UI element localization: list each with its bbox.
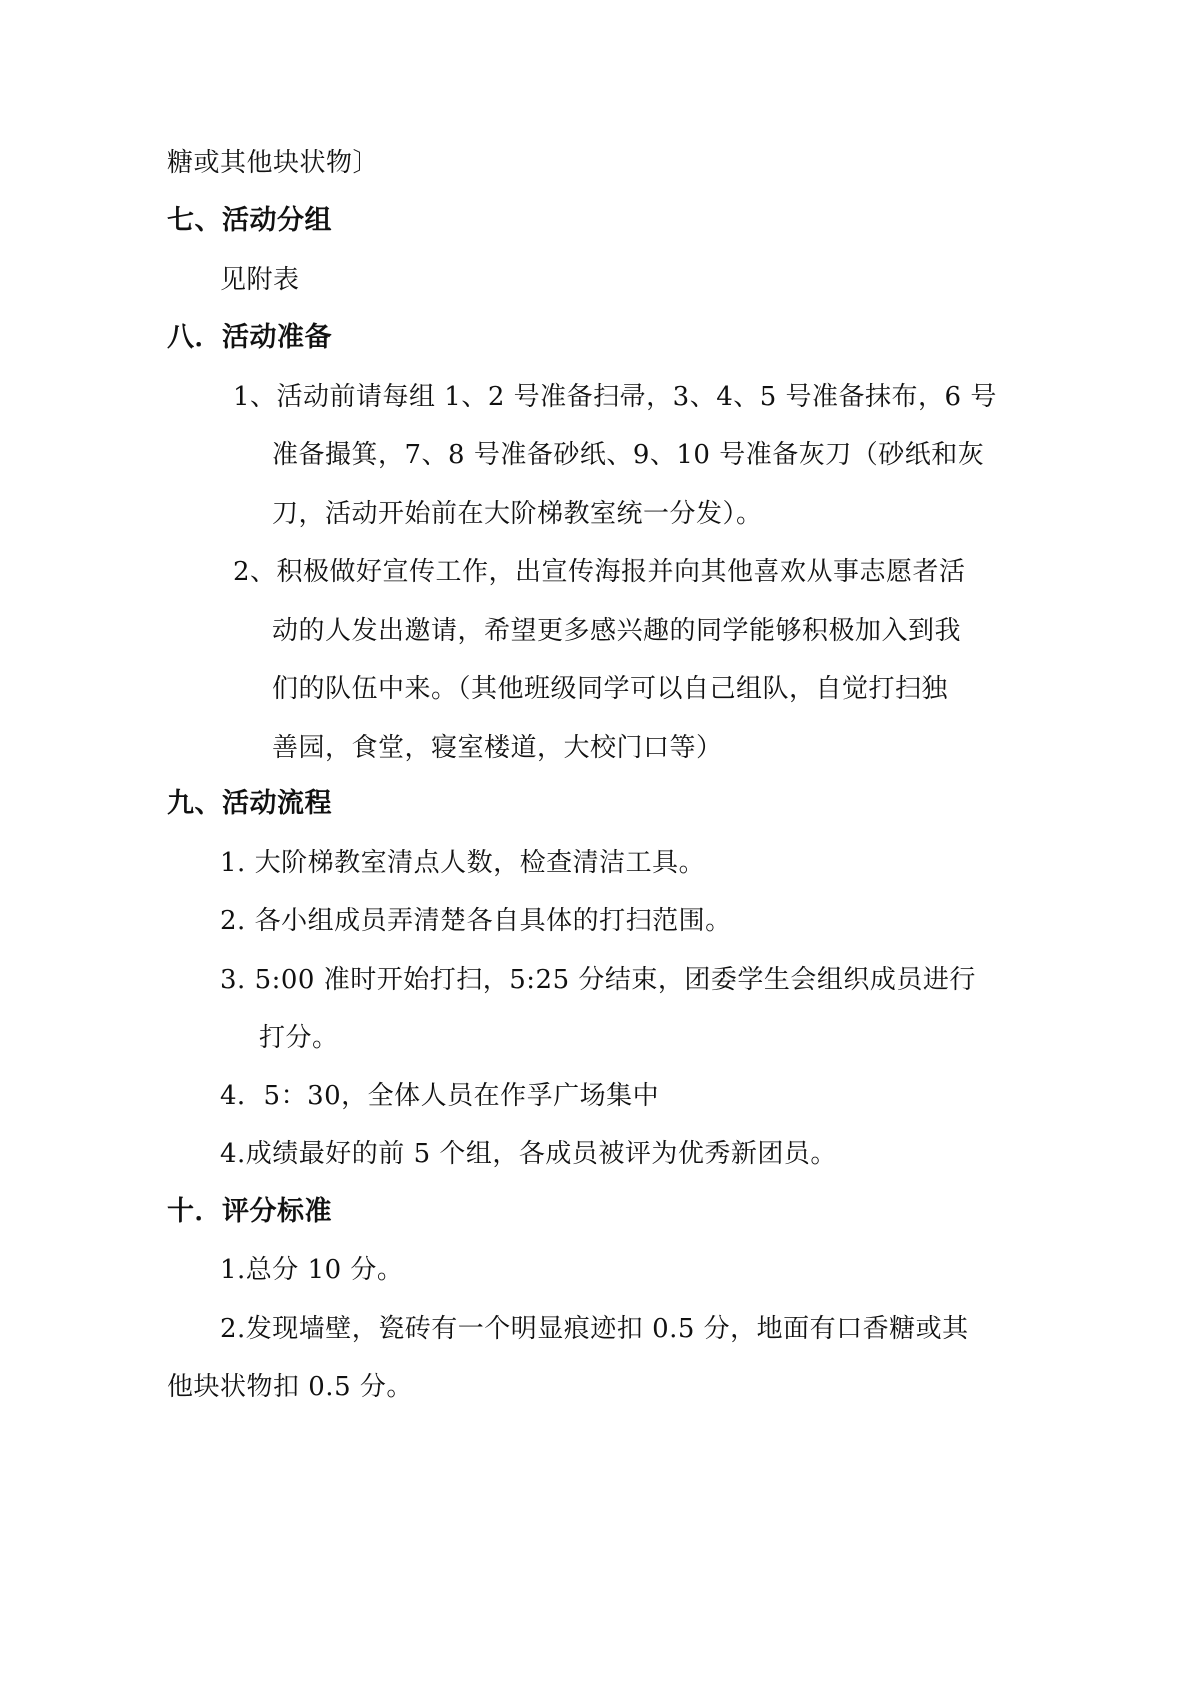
section-9-step-3-line-1: 3. 5:00 准时开始打扫，5:25 分结束，团委学生会组织成员进行 bbox=[220, 965, 976, 995]
section-8-item-2-line-1: 2、积极做好宣传工作，出宣传海报并向其他喜欢从事志愿者活 bbox=[233, 557, 966, 587]
section-8-heading: 八．活动准备 bbox=[167, 322, 332, 353]
section-9-step-3-line-2: 打分。 bbox=[259, 1023, 339, 1053]
section-7-heading: 七、活动分组 bbox=[167, 205, 332, 236]
section-9-heading: 九、活动流程 bbox=[167, 788, 332, 819]
section-8-item-1-line-3: 刀，活动开始前在大阶梯教室统一分发）。 bbox=[272, 499, 763, 529]
section-10-rule-2-line-1: 2.发现墙壁，瓷砖有一个明显痕迹扣 0.5 分，地面有口香糖或其 bbox=[220, 1314, 969, 1344]
section-10-rule-2-line-2: 他块状物扣 0.5 分。 bbox=[167, 1372, 413, 1402]
section-9-step-5: 4.成绩最好的前 5 个组，各成员被评为优秀新团员。 bbox=[220, 1139, 837, 1169]
section-8-item-1-line-2: 准备撮箕，7、8 号准备砂纸、9、10 号准备灰刀（砂纸和灰 bbox=[272, 440, 985, 470]
section-8-item-2-line-4: 善园，食堂，寝室楼道，大校门口等） bbox=[272, 733, 723, 763]
section-7-text: 见附表 bbox=[220, 265, 300, 295]
section-9-step-2: 2. 各小组成员弄清楚各自具体的打扫范围。 bbox=[220, 906, 732, 936]
section-10-rule-1: 1.总分 10 分。 bbox=[220, 1255, 404, 1285]
section-8-item-2-line-3: 们的队伍中来。（其他班级同学可以自己组队，自觉打扫独 bbox=[272, 674, 949, 704]
section-9-step-1: 1. 大阶梯教室清点人数，检查清洁工具。 bbox=[220, 848, 706, 878]
section-9-step-4: 4．5：30，全体人员在作孚广场集中 bbox=[220, 1081, 660, 1111]
continuation-text: 糖或其他块状物〕 bbox=[167, 148, 380, 178]
section-8-item-1-line-1: 1、活动前请每组 1、2 号准备扫帚，3、4、5 号准备抹布，6 号 bbox=[233, 382, 997, 412]
section-8-item-2-line-2: 动的人发出邀请，希望更多感兴趣的同学能够积极加入到我 bbox=[272, 616, 962, 646]
section-10-heading: 十．评分标准 bbox=[167, 1196, 332, 1227]
